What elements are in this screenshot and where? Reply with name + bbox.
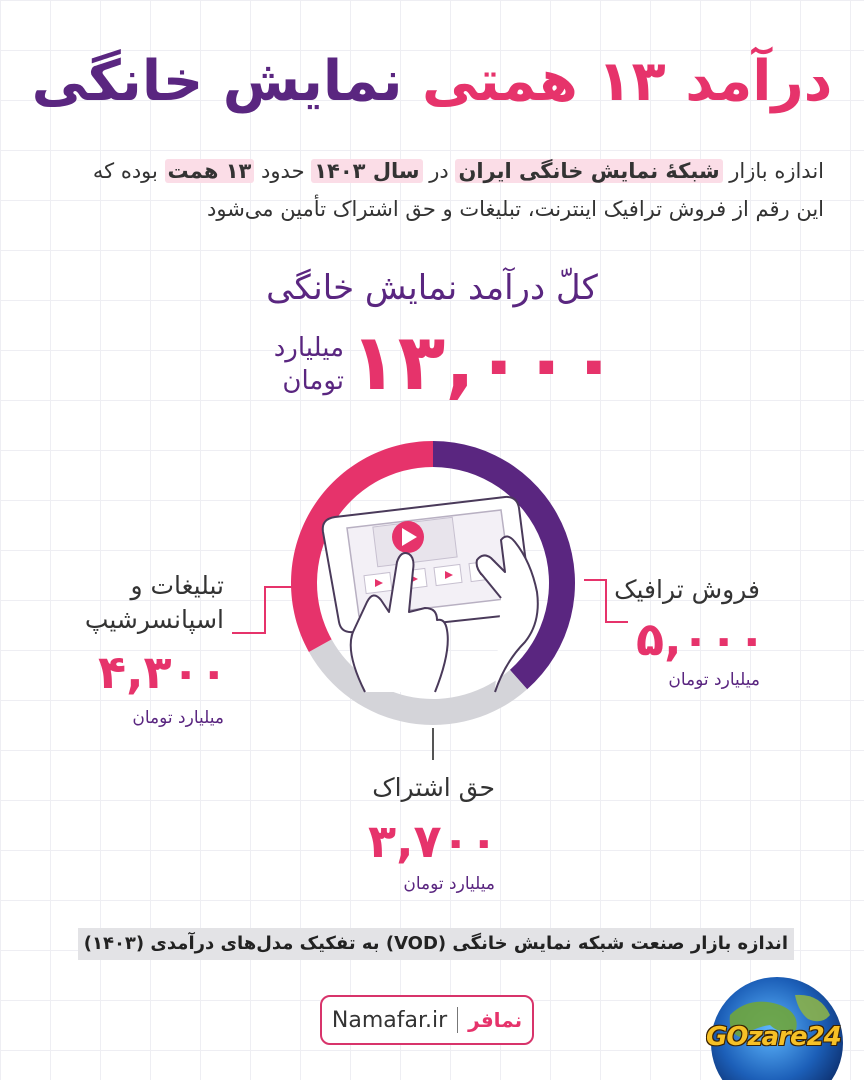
total-unit-billion: میلیارد <box>273 333 344 363</box>
traffic-label: فروش ترافیک <box>614 575 760 604</box>
traffic-value: ۵,۰۰۰ <box>636 612 766 666</box>
intro-highlight-network: شبکهٔ نمایش خانگی ایران <box>455 159 722 183</box>
subscription-label: حق اشتراک <box>372 773 495 802</box>
brand-logo: نمافر <box>468 1008 523 1032</box>
total-value: ۱۳,۰۰۰ <box>350 318 618 408</box>
watermark-text: GOzare24 <box>706 1022 841 1052</box>
subscription-value: ۳,۷۰۰ <box>368 814 498 868</box>
total-label: کلّ درآمد نمایش خانگی <box>266 268 598 308</box>
brand-url[interactable]: Namafar.ir <box>331 1007 448 1033</box>
ads-label-line1: تبلیغات و <box>130 571 224 600</box>
intro-text: حدود <box>254 159 312 183</box>
ads-label-line2: اسپانسرشیپ <box>84 605 224 634</box>
tablet-hands-play-icon <box>305 462 555 702</box>
title-highlight: درآمد ۱۳ همتی <box>421 49 833 114</box>
total-unit-toman: تومان <box>282 366 344 396</box>
intro-text: در <box>422 159 456 183</box>
chart-caption: اندازه بازار صنعت شبکه نمایش خانگی (VOD) به تفکیک مدل‌های درآمدی (۱۴۰۳) <box>78 928 794 960</box>
brand-divider <box>457 1007 458 1033</box>
brand-badge[interactable] <box>320 995 534 1045</box>
subscription-unit: میلیارد تومان <box>403 874 495 894</box>
title-main: نمایش خانگی <box>31 49 403 114</box>
intro-text: اندازه بازار <box>722 159 824 183</box>
intro-highlight-amount: ۱۳ همت <box>165 159 255 183</box>
ads-unit: میلیارد تومان <box>132 708 224 728</box>
intro-text: بوده که <box>92 159 165 183</box>
intro-line-2: این رقم از فروش ترافیک اینترنت، تبلیغات و حق اشتراک تأمین می‌شود <box>207 197 824 221</box>
ads-value: ۴,۳۰۰ <box>98 645 228 699</box>
traffic-unit: میلیارد تومان <box>668 670 760 690</box>
connector-ads <box>232 587 293 633</box>
intro-highlight-year: سال ۱۴۰۳ <box>311 159 422 183</box>
